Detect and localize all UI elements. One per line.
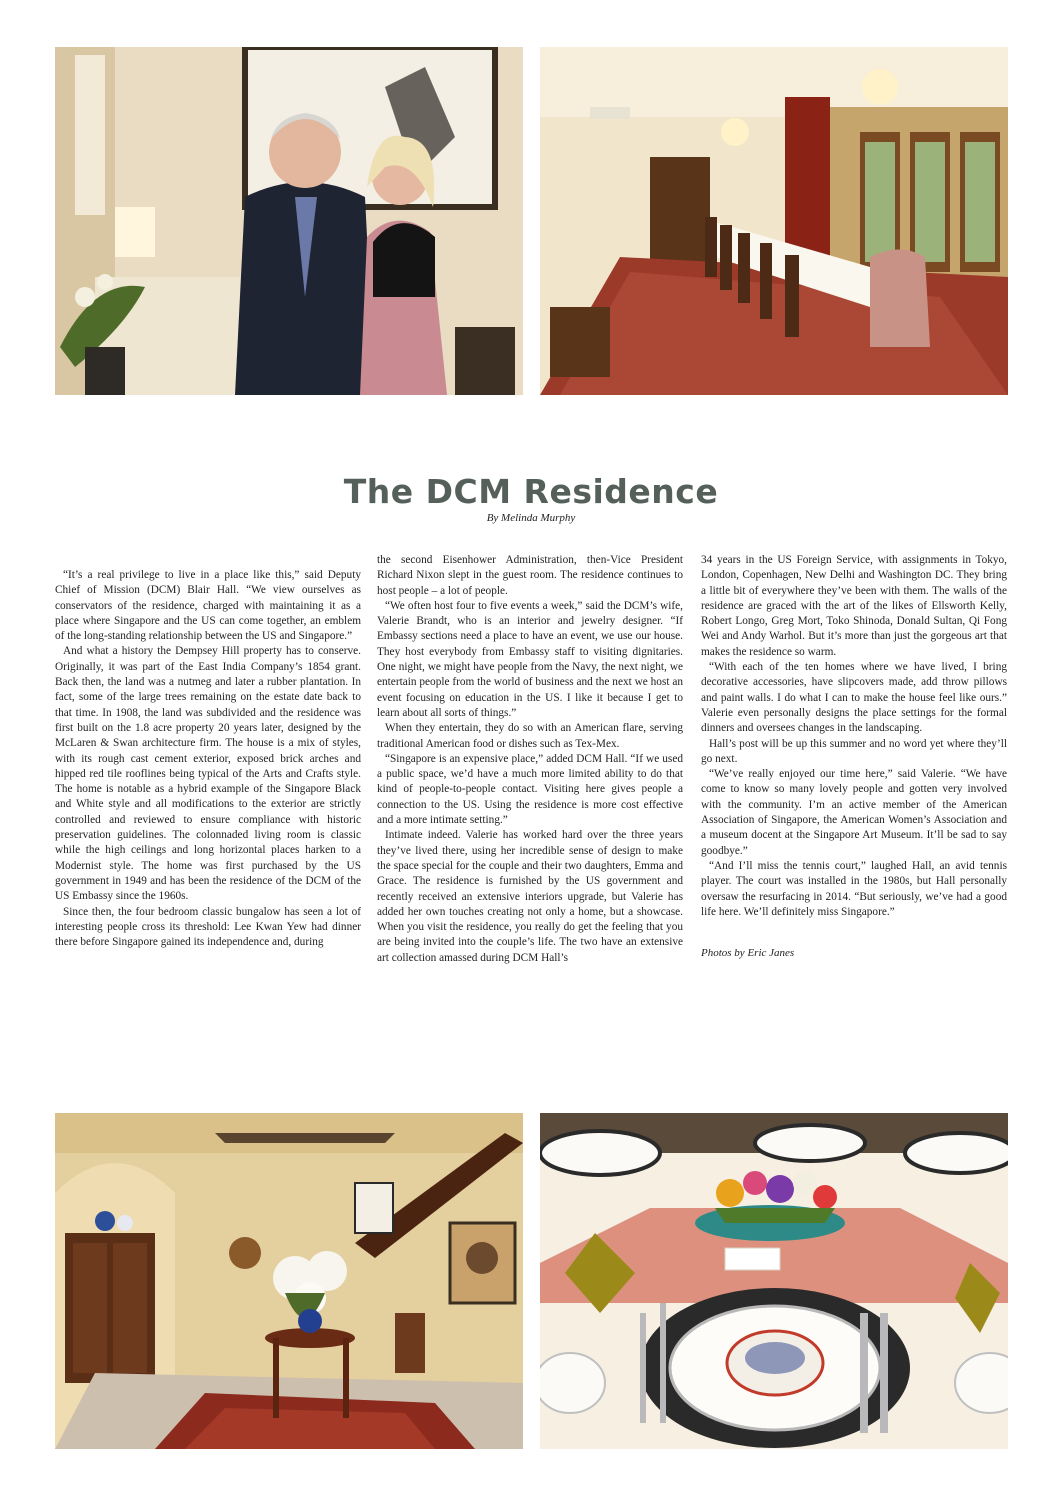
article-byline: By Melinda Murphy — [486, 512, 576, 524]
photo-foyer-staircase-image — [55, 1113, 523, 1449]
photo-couple-portrait-image — [55, 47, 523, 395]
paragraph: “We often host four to five events a week,” said the DCM’s wife, Valerie Brandt, who is an interior and jewelry designer. “If Embassy sections need a place to have an event, we use our house. They host everybody from Embassy staff to visiting dignitaries. One night, we might have people from the Navy, the next night, we entertain people from the world of business and the next we host an event focusing on education in the US. I like it because I get to learn about all sorts of things.” — [377, 599, 683, 719]
article-column-2 — [377, 553, 683, 966]
paragraph: 34 years in the US Foreign Service, with assignments in Tokyo, London, Copenhagen, New Delhi and Washington DC. They bring a little bit of everywhere they’ve been with them. The walls of the residence are graced with the art of the likes of Ellsworth Kelly, Robert Longo, Greg Mort, Toko Shinoda, Donald Sultan, Qi Fong Wei and Andy Warhol. But it’s more than just the gorgeous art that makes the residence so warm. — [701, 554, 1007, 658]
photo-dining-room-image — [540, 47, 1008, 395]
paragraph: Intimate indeed. Valerie has worked hard over the three years they’ve lived there, using her incredible sense of design to make the space special for the couple and their two daughters, Emma and Grace. The residence is furnished by the US government and recently received an extensive interiors upgrade, but Valerie has added her own touches creating not only a home, but a showcase. When you visit the residence, you really do get the feeling that you are being invited into the couple’s life. The two have an extensive art collection amassed during DCM Hall’s — [377, 829, 683, 964]
paragraph: “We’ve really enjoyed our time here,” said Valerie. “We have come to know so many lovely people and gotten very involved with the community. I’m an active member of the American Association of Singapore, the American Women’s Association and a museum docent at the Singapore Art Museum. It’ll be sad to say goodbye.” — [701, 768, 1007, 857]
article-column-1 — [55, 568, 361, 950]
paragraph: “And I’ll miss the tennis court,” laughed Hall, an avid tennis player. The court was installed in the 1980s, but Hall personally oversaw the resurfacing in 2014. “But seriously, we’ve had a good life here. We’ll definitely miss Singapore.” — [701, 859, 1007, 918]
paragraph: the second Eisenhower Administration, then-Vice President Richard Nixon slept in the guest room. The residence continues to host people – a lot of people. — [377, 554, 683, 597]
paragraph: “It’s a real privilege to live in a place like this,” said Deputy Chief of Mission (DCM) Blair Hall. “We view ourselves as conservators of the residence, charged with maintaining it as a place where Singapore and the US can come together, an emblem of the long-standing relationship between the US and Singapore.” — [55, 569, 361, 643]
article-column-3 — [701, 553, 1007, 920]
photo-dining-room — [540, 47, 1008, 395]
paragraph: When they entertain, they do so with an American flare, serving traditional American food or dishes such as Tex-Mex. — [377, 722, 683, 750]
photo-couple-portrait — [55, 47, 523, 395]
photo-table-setting-image — [540, 1113, 1008, 1449]
photo-table-setting — [540, 1113, 1008, 1449]
paragraph: And what a history the Dempsey Hill property has to conserve. Originally, it was part of the East India Company’s 1854 grant. Back then, the land was a nutmeg and later a rubber plantation. In fact, some of the large trees remaining on the estate date back to that time. In 1908, the land was subdivided and the residence was first built on the 1.8 acre property 20 years later, designed by the McLaren & Swan architecture firm. The house is a mix of styles, with its rough cast cement exterior, exposed brick arches and hipped red tile rooflines being typical of the Arts and Crafts style. The home is notable as a hybrid example of the Singapore Black and White style and all modifications to the exterior are strictly controlled and reviewed to ensure compliance with historic preservation guidelines. The colonnaded living room is classic while the high ceilings and long horizontal places harken to a Modernist style. The home was first purchased by the US government in 1949 and has been the residence of the DCM of the US Embassy since the 1960s. — [55, 645, 361, 903]
paragraph: “Singapore is an expensive place,” added DCM Hall. “If we used a public space, we’d have a much more limited ability to do that kind of people-to-people contact. Visiting here gives people a connection to the US. Using the residence is more cost effective and a more intimate setting.” — [377, 752, 683, 827]
photo-credit: Photos by Eric Janes — [701, 947, 795, 959]
article-title: The DCM Residence — [343, 472, 719, 511]
paragraph: Hall’s post will be up this summer and no word yet where they’ll go next. — [701, 737, 1007, 765]
paragraph: Since then, the four bedroom classic bungalow has seen a lot of interesting people cross its threshold: Lee Kwan Yew had dinner there before Singapore gained its independence and, during — [55, 905, 361, 949]
photo-foyer-staircase — [55, 1113, 523, 1449]
paragraph: “With each of the ten homes where we have lived, I bring decorative accessories, have slipcovers made, add throw pillows and paint walls. I do what I can to make the house feel like ours.” Valerie even personally designs the place settings for the formal dinners and oversees changes in the landscaping. — [701, 661, 1007, 735]
